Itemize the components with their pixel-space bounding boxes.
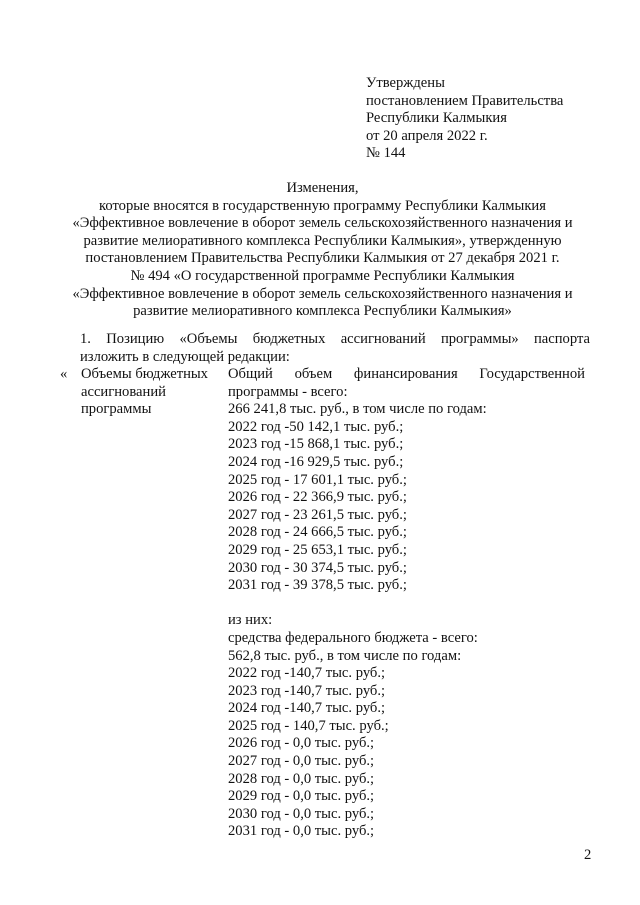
federal-line: 562,8 тыс. руб., в том числе по годам: — [228, 647, 462, 664]
first-line-word: объем — [294, 366, 333, 382]
document-title — [40, 180, 605, 321]
total-line: 266 241,8 тыс. руб., в том числе по годам: — [228, 401, 487, 418]
approval-line: Утверждены — [366, 75, 445, 91]
year-line: 2025 год - 140,7 тыс. руб.; — [228, 717, 389, 734]
year-line: 2024 год -16 929,5 тыс. руб.; — [228, 453, 404, 470]
title-line: Изменения, — [286, 180, 359, 196]
approval-line: постановлением Правительства — [366, 92, 564, 109]
year-line: 2031 год - 39 378,5 тыс. руб.; — [228, 577, 407, 594]
first-line-word: Общий — [228, 366, 273, 382]
year-line: 2027 год - 0,0 тыс. руб.; — [228, 753, 375, 770]
approval-line: от 20 апреля 2022 г. — [366, 127, 488, 144]
federal-line: средства федерального бюджета - всего: — [228, 629, 478, 646]
row-label — [81, 366, 208, 419]
paragraph-line-1: 1. Позицию «Объемы бюджетных ассигнований программы» паспорта — [80, 331, 590, 347]
year-line: 2022 год -140,7 тыс. руб.; — [228, 665, 386, 682]
title-line: развитие мелиоративного комплекса Республики Калмыкия», утвержденную — [83, 232, 562, 249]
title-line: № 494 «О государственной программе Республики Калмыкия — [130, 267, 515, 284]
year-line: 2026 год - 0,0 тыс. руб.; — [228, 735, 375, 752]
first-line-word: финансирования — [353, 366, 458, 382]
year-line: 2030 год - 0,0 тыс. руб.; — [228, 805, 375, 822]
row-label-line: ассигнований — [81, 383, 166, 400]
year-line: 2029 год - 0,0 тыс. руб.; — [228, 788, 375, 805]
year-line: 2023 год -15 868,1 тыс. руб.; — [228, 436, 404, 453]
page-number: 2 — [584, 847, 592, 863]
approval-line: № 144 — [366, 145, 406, 162]
row-label-line: Объемы бюджетных — [81, 366, 208, 382]
financing-first-line — [228, 366, 585, 384]
title-line: постановлением Правительства Республики Калмыкия от 27 декабря 2021 г. — [85, 250, 560, 267]
approval-line: Республики Калмыкия — [366, 110, 507, 127]
year-line: 2026 год - 22 366,9 тыс. руб.; — [228, 489, 407, 506]
total-line: программы - всего: — [228, 383, 348, 400]
year-line: 2030 год - 30 374,5 тыс. руб.; — [228, 559, 407, 576]
year-line: 2028 год - 24 666,5 тыс. руб.; — [228, 524, 407, 541]
title-line: развитие мелиоративного комплекса Республики Калмыкия» — [133, 303, 512, 320]
opening-quote-mark: « — [60, 366, 68, 382]
year-line: 2023 год -140,7 тыс. руб.; — [228, 682, 386, 699]
title-line: «Эффективное вовлечение в оборот земель сельскохозяйственного назначения и — [72, 215, 573, 232]
year-line: 2022 год -50 142,1 тыс. руб.; — [228, 418, 404, 435]
year-line: 2027 год - 23 261,5 тыс. руб.; — [228, 506, 407, 523]
year-line: 2029 год - 25 653,1 тыс. руб.; — [228, 541, 407, 558]
title-line: «Эффективное вовлечение в оборот земель сельскохозяйственного назначения и — [72, 285, 573, 302]
blank-line — [228, 595, 585, 613]
row-label-line: программы — [81, 401, 152, 418]
year-line: 2031 год - 0,0 тыс. руб.; — [228, 823, 375, 840]
year-line: 2028 год - 0,0 тыс. руб.; — [228, 770, 375, 787]
title-line: которые вносятся в государственную программу Республики Калмыкия — [99, 197, 546, 214]
paragraph-line-2: изложить в следующей редакции: — [80, 349, 290, 365]
year-line: 2025 год - 17 601,1 тыс. руб.; — [228, 471, 407, 488]
federal-line: из них: — [228, 612, 273, 629]
year-line: 2024 год -140,7 тыс. руб.; — [228, 700, 386, 717]
first-line-word: Государственной — [479, 366, 585, 382]
financing-text — [228, 366, 585, 841]
approval-block — [366, 75, 563, 163]
